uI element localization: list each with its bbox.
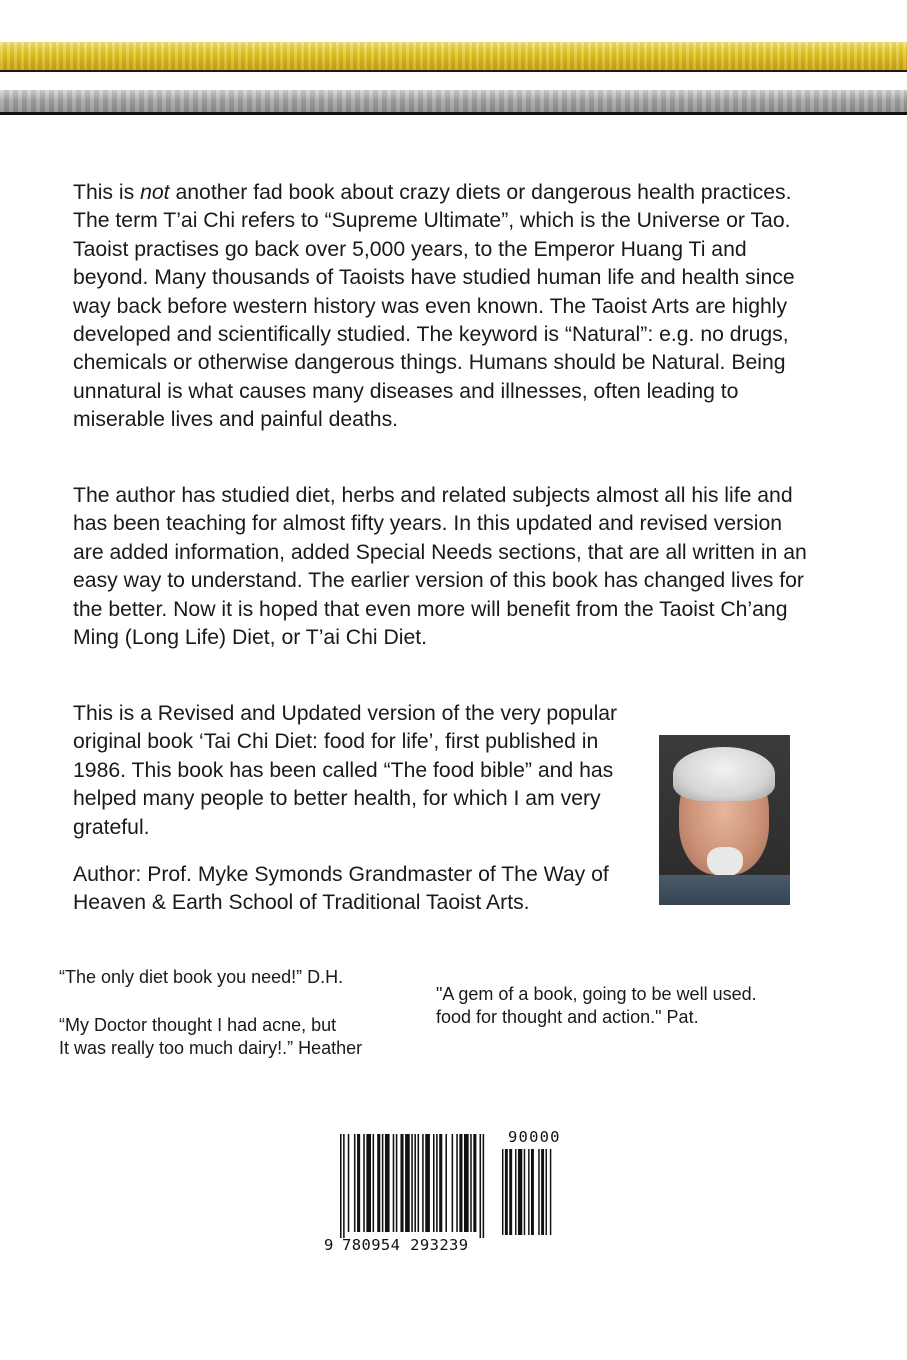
gold-stripe xyxy=(0,42,907,72)
testimonial-heather: “My Doctor thought I had acne, but It was really too much dairy!.” Heather xyxy=(59,1015,363,1058)
price-addon-digits: 90000 xyxy=(508,1128,561,1146)
author-study-paragraph: The author has studied diet, herbs and related subjects almost all his life and has been teaching for almost fifty years. In this updated and revised version are added information, added Special Needs sections, that are all written in an easy way to understand. The earlier version of this book has changed lives for the better. Now it is hoped that even more will benefit from the Taoist Ch’ang Ming (Long Life) Diet, or T’ai Chi Diet. xyxy=(73,484,807,650)
intro-pre: This is xyxy=(73,181,141,204)
revised-version-paragraph: This is a Revised and Updated version of the very popular original book ‘Tai Chi Diet: food for life’, first published in 1986. This book has been called “The food bible” and has helped many people to better health, for which I am very grateful. xyxy=(73,702,618,839)
gray-stripe xyxy=(0,90,907,115)
isbn-first-digit: 9 xyxy=(324,1236,334,1254)
isbn-barcode xyxy=(322,1128,582,1258)
intro-paragraph xyxy=(73,179,813,435)
addon-bars xyxy=(502,1149,566,1257)
intro-emphasis: not xyxy=(140,181,170,204)
author-photo xyxy=(659,735,790,905)
author-credit: Author: Prof. Myke Symonds Grandmaster of The Way of Heaven & Earth School of Traditional Taoist Arts. xyxy=(73,863,609,915)
ean13-bars xyxy=(340,1134,492,1238)
isbn-digits: 780954 293239 xyxy=(342,1236,469,1254)
intro-post: another fad book about crazy diets or dangerous health practices. The term T’ai Chi refers to “Supreme Ultimate”, which is the Universe or Tao. Taoist practises go back over 5,000 years, to the Emperor Huang Ti and beyond. Many thousands of Taoists have studied human life and health since way back before western history was even known. The Taoist Arts are highly developed and scientifically studied. The keyword is “Natural”: e.g. no drugs, chemicals or otherwise dangerous things. Humans should be Natural. Being unnatural is what causes many diseases and illnesses, often leading to miserable lives and painful deaths. xyxy=(73,181,795,432)
testimonial-dh: “The only diet book you need!” D.H. xyxy=(59,967,344,987)
testimonial-pat: "A gem of a book, going to be well used. food for thought and action." Pat. xyxy=(436,984,757,1027)
